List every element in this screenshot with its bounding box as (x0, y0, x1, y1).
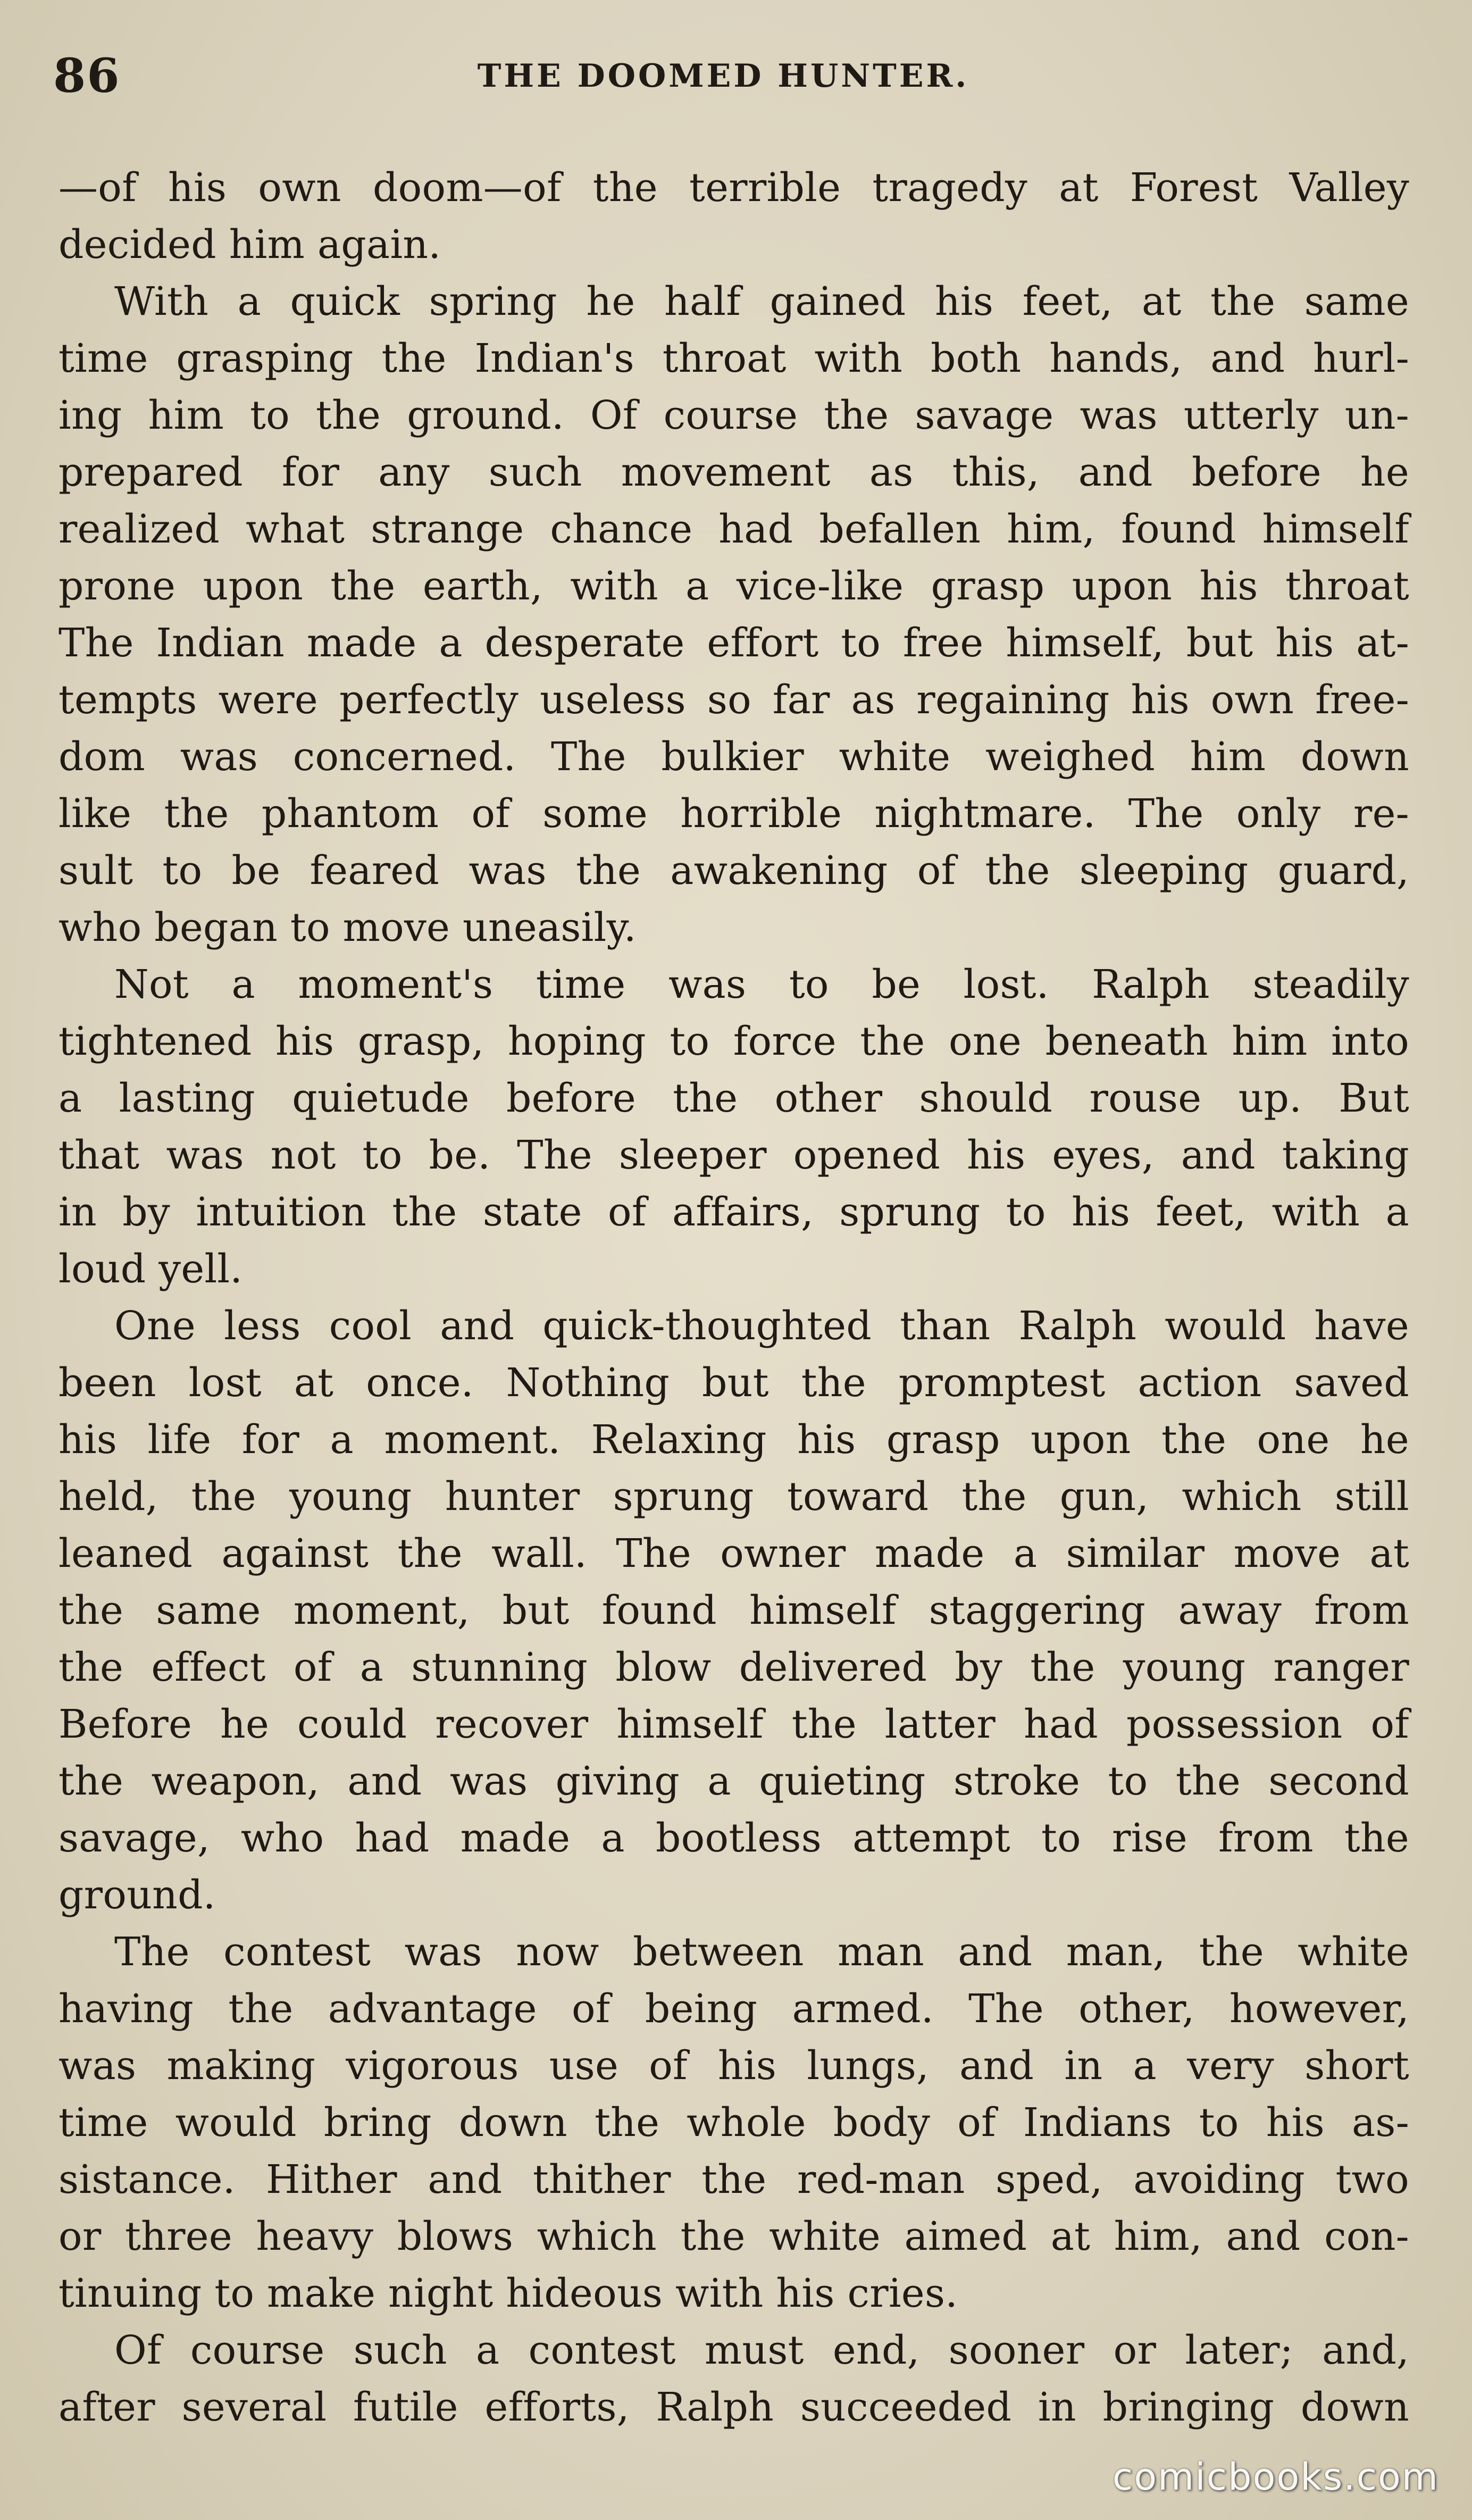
text-line: was making vigorous use of his lungs, and in a very short (58, 2043, 1409, 2089)
page-header (53, 48, 1393, 106)
text-line: time would bring down the whole body of Indians to his as- (58, 2100, 1409, 2146)
text-line: that was not to be. The sleeper opened his eyes, and taking (58, 1132, 1409, 1178)
text-line: decided him again. (58, 222, 441, 268)
text-line: held, the young hunter sprung toward the gun, which still (58, 1474, 1409, 1520)
text-line: dom was concerned. The bulkier white weighed him down (58, 734, 1409, 780)
text-line: like the phantom of some horrible nightmare. The only re- (58, 791, 1409, 837)
text-line: prone upon the earth, with a vice-like grasp upon his throat (58, 563, 1409, 609)
text-line: in by intuition the state of affairs, sprung to his feet, with a (58, 1189, 1409, 1235)
text-line: prepared for any such movement as this, and before he (58, 449, 1409, 495)
text-line: having the advantage of being armed. The other, however, (58, 1986, 1409, 2032)
watermark-text: comicbooks.com (1112, 2455, 1439, 2499)
text-line: ground. (58, 1872, 216, 1918)
text-line: loud yell. (58, 1246, 243, 1292)
text-line: sistance. Hither and thither the red-man sped, avoiding two (58, 2157, 1409, 2202)
text-line: Not a moment's time was to be lost. Ralph steadily (114, 962, 1409, 1007)
body-text (58, 160, 1409, 2436)
text-line: One less cool and quick-thoughted than Ralph would have (114, 1303, 1409, 1349)
text-line: savage, who had made a bootless attempt to rise from the (58, 1815, 1409, 1861)
text-line: tinuing to make night hideous with his cries. (58, 2271, 958, 2316)
text-line: ing him to the ground. Of course the savage was utterly un- (58, 393, 1409, 438)
text-line: Before he could recover himself the latter had possession of (58, 1701, 1409, 1747)
text-line: the effect of a stunning blow delivered by the young ranger (58, 1645, 1409, 1690)
text-line: sult to be feared was the awakening of the sleeping guard, (58, 848, 1409, 894)
text-line: time grasping the Indian's throat with both hands, and hurl- (58, 336, 1409, 381)
text-line: or three heavy blows which the white aimed at him, and con- (58, 2214, 1409, 2259)
text-line: the same moment, but found himself staggering away from (58, 1588, 1409, 1633)
page-number: 86 (53, 48, 121, 103)
text-line: the weapon, and was giving a quieting stroke to the second (58, 1758, 1409, 1804)
text-line: tempts were perfectly useless so far as regaining his own free- (58, 677, 1409, 723)
text-line: The contest was now between man and man, the white (114, 1929, 1409, 1975)
text-line: his life for a moment. Relaxing his grasp upon the one he (58, 1417, 1409, 1463)
text-line: With a quick spring he half gained his feet, at the same (114, 279, 1409, 324)
text-line: after several futile efforts, Ralph succeeded in bringing down (58, 2384, 1409, 2430)
text-line: Of course such a contest must end, sooner or later; and, (114, 2327, 1409, 2373)
text-line: The Indian made a desperate effort to free himself, but his at- (58, 620, 1409, 666)
text-line: who began to move uneasily. (58, 905, 637, 950)
text-line: tightened his grasp, hoping to force the one beneath him into (58, 1019, 1409, 1064)
text-line: leaned against the wall. The owner made a similar move at (58, 1531, 1409, 1576)
text-line: a lasting quietude before the other should rouse up. But (58, 1075, 1409, 1121)
text-line: been lost at once. Nothing but the promptest action saved (58, 1360, 1409, 1406)
text-line: —of his own doom—of the terrible tragedy at Forest Valley (58, 165, 1409, 211)
running-title: THE DOOMED HUNTER. (477, 57, 969, 95)
text-line: realized what strange chance had befallen him, found himself (58, 506, 1409, 552)
